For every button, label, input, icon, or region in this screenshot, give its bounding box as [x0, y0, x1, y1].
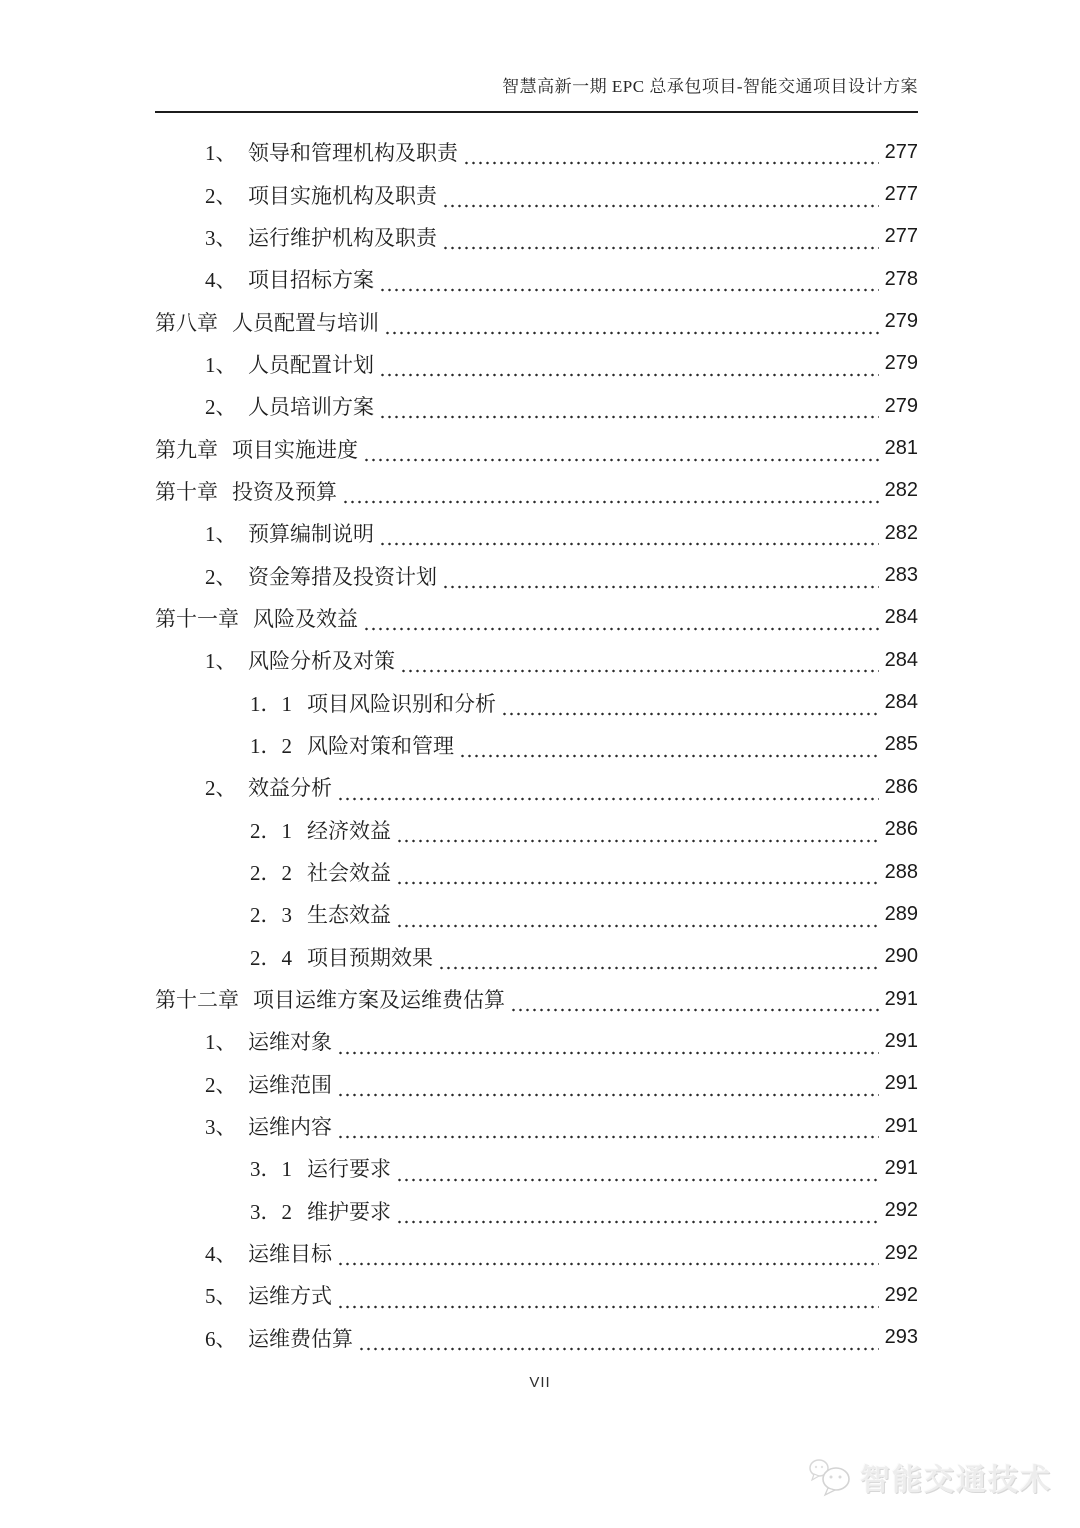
toc-entry-title: 资金筹措及投资计划 [248, 564, 437, 589]
toc-entry-number: 1、 [205, 649, 237, 674]
toc-entry[interactable] [155, 1317, 918, 1359]
toc-entry[interactable] [155, 1063, 918, 1105]
dot-leader [363, 458, 879, 462]
wechat-icon [808, 1457, 854, 1497]
toc-entry[interactable] [155, 724, 918, 766]
dot-leader [363, 627, 879, 631]
toc-entry[interactable] [155, 427, 918, 469]
toc-entry[interactable] [155, 131, 918, 173]
toc-entry-page: 285 [884, 733, 918, 756]
toc-entry-page: 279 [884, 394, 918, 417]
toc-entry[interactable] [155, 343, 918, 385]
toc-entry-number: 第十一章 [155, 606, 239, 631]
toc-entry-title: 项目预期效果 [307, 945, 433, 970]
toc-entry-page: 291 [884, 1072, 918, 1095]
toc-entry[interactable] [155, 512, 918, 554]
toc-entry-title: 生态效益 [307, 903, 391, 928]
toc-entry-title: 运行维护机构及职责 [248, 225, 437, 250]
toc-entry-title: 投资及预算 [232, 479, 337, 504]
toc-entry-number: 3、 [205, 225, 237, 250]
watermark [808, 1455, 1052, 1499]
toc-entry[interactable] [155, 258, 918, 300]
toc-entry-title: 预算编制说明 [248, 522, 374, 547]
dot-leader [358, 1347, 879, 1351]
toc-entry-page: 290 [884, 945, 918, 968]
dot-leader [337, 1305, 879, 1309]
toc-entry-number: 2．3 [250, 903, 292, 928]
toc-entry-page: 292 [884, 1283, 918, 1306]
toc-entry[interactable] [155, 1232, 918, 1274]
toc-entry-number: 1、 [205, 1030, 237, 1055]
toc-entry[interactable] [155, 639, 918, 681]
toc-entry-title: 项目实施机构及职责 [248, 183, 437, 208]
toc-entry-page: 279 [884, 352, 918, 375]
toc-entry[interactable] [155, 893, 918, 935]
dot-leader [442, 204, 879, 208]
toc-entry-number: 第八章 [155, 310, 218, 335]
toc-entry[interactable] [155, 470, 918, 512]
toc-entry[interactable] [155, 1147, 918, 1189]
toc-entry[interactable] [155, 936, 918, 978]
dot-leader [442, 585, 879, 589]
dot-leader [337, 1262, 879, 1266]
toc-entry-number: 5、 [205, 1284, 237, 1309]
toc-entry[interactable] [155, 978, 918, 1020]
toc-entry-title: 运行要求 [307, 1157, 391, 1182]
toc-entry[interactable] [155, 851, 918, 893]
toc-entry[interactable] [155, 1190, 918, 1232]
toc-entry-page: 284 [884, 606, 918, 629]
toc-entry-title: 运维内容 [248, 1115, 332, 1140]
dot-leader [438, 966, 879, 970]
toc-entry-number: 2、 [205, 776, 237, 801]
toc-entry-title: 运维范围 [248, 1072, 332, 1097]
toc-entry-page: 284 [884, 691, 918, 714]
toc-entry-page: 291 [884, 1029, 918, 1052]
toc-entry-number: 1．1 [250, 691, 292, 716]
toc-entry-page: 279 [884, 310, 918, 333]
toc-entry-number: 第十二章 [155, 988, 239, 1013]
toc-entry-page: 277 [884, 225, 918, 248]
toc-list [155, 131, 918, 1359]
toc-entry-title: 运维目标 [248, 1242, 332, 1267]
toc-entry-page: 286 [884, 818, 918, 841]
dot-leader [463, 161, 879, 165]
toc-entry-number: 2、 [205, 183, 237, 208]
toc-entry-number: 3、 [205, 1115, 237, 1140]
toc-entry-page: 286 [884, 775, 918, 798]
toc-entry-title: 运维费估算 [248, 1326, 353, 1351]
page-number: VII [529, 1374, 551, 1391]
dot-leader [459, 754, 879, 758]
dot-leader [384, 331, 879, 335]
dot-leader [379, 542, 879, 546]
toc-entry-title: 社会效益 [307, 861, 391, 886]
dot-leader [337, 1093, 879, 1097]
toc-entry[interactable] [155, 766, 918, 808]
toc-entry-page: 282 [884, 521, 918, 544]
toc-entry-page: 282 [884, 479, 918, 502]
toc-entry-page: 281 [884, 437, 918, 460]
toc-entry-page: 277 [884, 183, 918, 206]
toc-entry[interactable] [155, 681, 918, 723]
toc-entry-number: 3．1 [250, 1157, 292, 1182]
toc-entry-title: 项目运维方案及运维费估算 [253, 988, 505, 1013]
toc-entry-page: 283 [884, 564, 918, 587]
dot-leader [396, 924, 879, 928]
toc-entry[interactable] [155, 1105, 918, 1147]
toc-entry-number: 1．2 [250, 733, 292, 758]
toc-entry-title: 经济效益 [307, 818, 391, 843]
dot-leader [379, 373, 879, 377]
toc-entry-number: 6、 [205, 1326, 237, 1351]
dot-leader [442, 246, 879, 250]
toc-entry-number: 1、 [205, 352, 237, 377]
toc-entry-number: 第十章 [155, 479, 218, 504]
toc-entry-page: 289 [884, 902, 918, 925]
toc-entry-page: 284 [884, 648, 918, 671]
dot-leader [400, 669, 879, 673]
toc-entry[interactable] [155, 300, 918, 342]
toc-entry[interactable] [155, 173, 918, 215]
toc-entry-page: 293 [884, 1326, 918, 1349]
dot-leader [396, 1178, 879, 1182]
toc-entry-number: 2．2 [250, 861, 292, 886]
dot-leader [396, 881, 879, 885]
toc-entry[interactable] [155, 1274, 918, 1316]
toc-entry-title: 项目招标方案 [248, 268, 374, 293]
toc-entry-title: 领导和管理机构及职责 [248, 141, 458, 166]
toc-entry-title: 风险对策和管理 [307, 733, 454, 758]
toc-entry[interactable] [155, 385, 918, 427]
toc-entry-page: 292 [884, 1241, 918, 1264]
toc-entry-title: 运维对象 [248, 1030, 332, 1055]
toc-entry[interactable] [155, 554, 918, 596]
toc-entry-title: 风险及效益 [253, 606, 358, 631]
toc-entry[interactable] [155, 597, 918, 639]
toc-entry-page: 291 [884, 1156, 918, 1179]
dot-leader [396, 1220, 879, 1224]
toc-entry-title: 运维方式 [248, 1284, 332, 1309]
toc-entry-number: 第九章 [155, 437, 218, 462]
toc-entry-number: 1、 [205, 522, 237, 547]
toc-entry-number: 4、 [205, 268, 237, 293]
toc-entry-number: 2．1 [250, 818, 292, 843]
toc-entry[interactable] [155, 809, 918, 851]
dot-leader [510, 1008, 879, 1012]
dot-leader [342, 500, 879, 504]
toc-entry-page: 288 [884, 860, 918, 883]
toc-entry-page: 278 [884, 267, 918, 290]
toc-entry-title: 项目风险识别和分析 [307, 691, 496, 716]
toc-entry-number: 2、 [205, 564, 237, 589]
dot-leader [337, 1051, 879, 1055]
dot-leader [501, 712, 879, 716]
toc-entry[interactable] [155, 216, 918, 258]
toc-entry-page: 291 [884, 1114, 918, 1137]
toc-entry-title: 项目实施进度 [232, 437, 358, 462]
dot-leader [379, 415, 879, 419]
toc-entry-title: 风险分析及对策 [248, 649, 395, 674]
running-header-title: 智慧高新一期 EPC 总承包项目-智能交通项目设计方案 [502, 77, 918, 96]
toc-entry-title: 人员培训方案 [248, 395, 374, 420]
toc-entry-number: 2．4 [250, 945, 292, 970]
toc-entry-title: 效益分析 [248, 776, 332, 801]
watermark-label: 智能交通技术 [860, 1464, 1052, 1497]
toc-entry-page: 277 [884, 140, 918, 163]
toc-entry-title: 人员配置与培训 [232, 310, 379, 335]
toc-entry-number: 1、 [205, 141, 237, 166]
toc-entry-number: 2、 [205, 395, 237, 420]
toc-entry-number: 2、 [205, 1072, 237, 1097]
toc-entry-page: 292 [884, 1199, 918, 1222]
toc-entry-page: 291 [884, 987, 918, 1010]
toc-entry-number: 4、 [205, 1242, 237, 1267]
toc-entry-number: 3．2 [250, 1199, 292, 1224]
dot-leader [379, 288, 879, 292]
dot-leader [396, 839, 879, 843]
toc-entry-title: 维护要求 [307, 1199, 391, 1224]
toc-entry[interactable] [155, 1020, 918, 1062]
dot-leader [337, 1135, 879, 1139]
toc-entry-title: 人员配置计划 [248, 352, 374, 377]
header-divider [155, 111, 918, 113]
dot-leader [337, 797, 879, 801]
